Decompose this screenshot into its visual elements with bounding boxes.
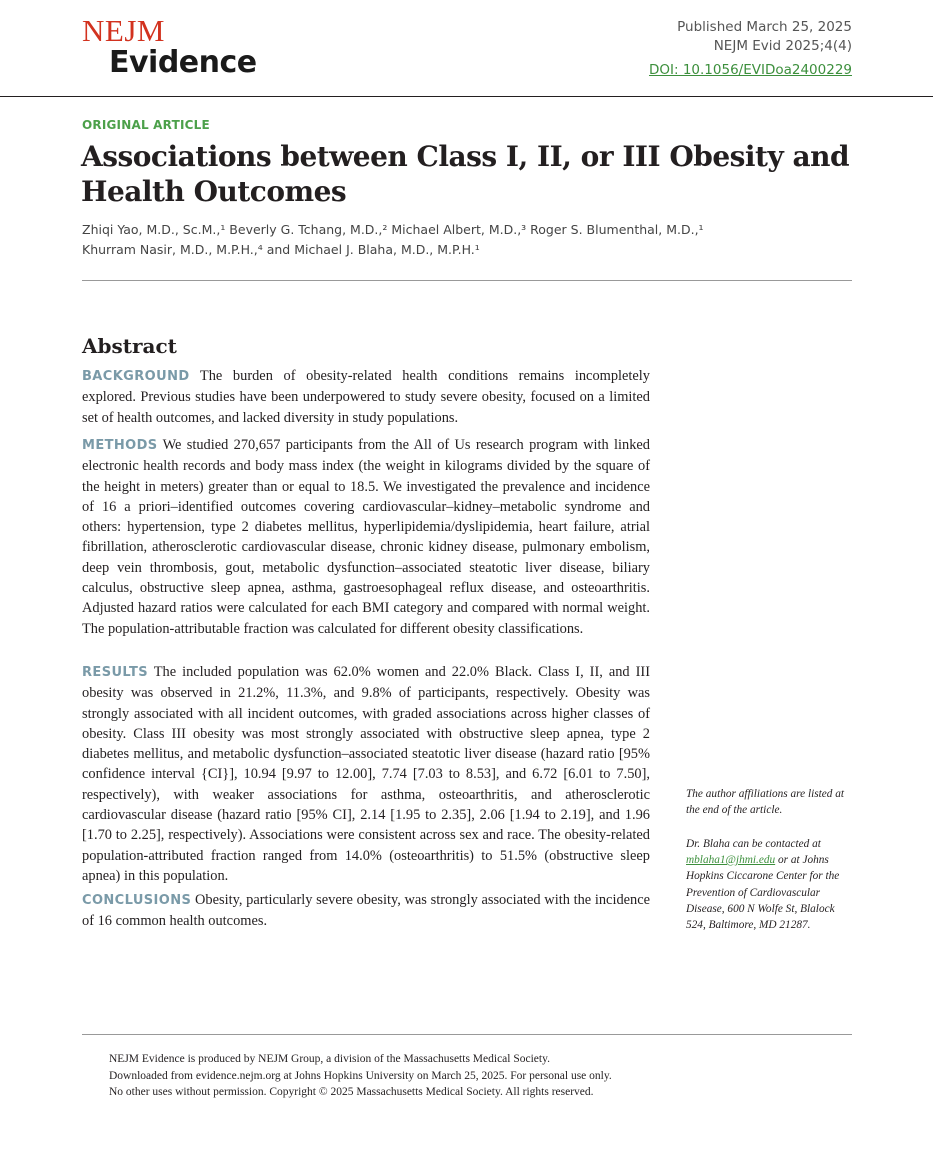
footer-line-1: NEJM Evidence is produced by NEJM Group, a division of the Massachusetts Medical Society. [109,1053,550,1065]
title-divider [82,280,852,281]
author-list [82,220,862,260]
article-title: Associations between Class I, II, or III Obesity and Health Outcomes [81,140,850,208]
contact-email-link[interactable]: mblaha1@jhmi.edu [686,854,776,867]
copyright-footer [109,1051,709,1101]
journal-logo [82,14,282,84]
published-date: Published March 25, 2025 [677,19,852,35]
footer-divider [82,1034,852,1035]
header-divider [0,96,933,97]
conclusions-text: Obesity, particularly severe obesity, was strongly associated with the incidence of 16 common health outcomes. [82,892,650,930]
authors-line-2: Khurram Nasir, M.D., M.P.H.,⁴ and Michael J. Blaha, M.D., M.P.H.¹ [82,242,480,257]
abstract-heading: Abstract [82,334,177,358]
contact-suffix: or at Johns Hopkins Ciccarone Center for the Prevention of Cardiovascular Disease, 600 N Wolfe St, Blalock 524, Baltimore, MD 21287. [686,854,840,932]
background-text: The burden of obesity-related health conditions remains incompletely explored. Previous studies have been underpowered to study severe obesity, focused on a limited set of health outcomes, and lacked diversity in study populations. [82,368,650,426]
background-label: BACKGROUND [82,369,190,384]
citation: NEJM Evid 2025;4(4) [713,38,852,54]
abstract-conclusions [82,890,650,932]
authors-line-1: Zhiqi Yao, M.D., Sc.M.,¹ Beverly G. Tchang, M.D.,² Michael Albert, M.D.,³ Roger S. Blumenthal, M.D.,¹ [82,222,704,237]
contact-prefix: Dr. Blaha can be contacted at [686,838,821,850]
results-text: The included population was 62.0% women and 22.0% Black. Class I, II, and III obesity was observed in 21.2%, 11.3%, and 9.8% of participants, respectively. Obesity was strongly associated with all incident outcomes, with graded associations across higher classes of obesity. Class III obesity was most strongly associated with obstructive sleep apnea, type 2 diabetes mellitus, and metabolic dysfunction–associated steatotic liver disease (hazard ratio [95% confidence interval {CI}], 10.94 [9.97 to 12.00], 7.74 [7.03 to 8.53], and 6.72 [6.01 to 7.50], respectively), with weaker associations for asthma, osteoarthritis, and atherosclerotic cardiovascular disease (hazard ratio [95% CI], 2.14 [1.95 to 2.35], 2.06 [1.94 to 2.19], and 1.96 [1.70 to 2.25], respectively). Associations were consistent across sex and race. The obesity-related population-attributed fraction ranged from 14.0% (osteoarthritis) to 51.5% (obstructive sleep apnea) in this population. [82,664,650,884]
methods-text: We studied 270,657 participants from the All of Us research program with linked electronic health records and body mass index (the weight in kilograms divided by the square of the height in meters) greater than or equal to 18.5. We investigated the prevalence and incidence of 16 a priori–identified outcomes covering cardiovascular–kidney–metabolic syndrome and others: hypertension, type 2 diabetes mellitus, hyperlipidemia/dyslipidemia, heart failure, atrial fibrillation, atherosclerotic cardiovascular disease, chronic kidney disease, pulmonary embolism, deep vein thrombosis, gout, metabolic dysfunction–associated steatotic liver disease, biliary calculus, obstructive sleep apnea, asthma, gastroesophageal reflux disease, and osteoarthritis. Adjusted hazard ratios were calculated for each BMI category and compared with normal weight. The population-attributable fraction was calculated for different obesity classifications. [82,437,650,637]
abstract-methods [82,435,650,639]
contact-note [686,836,856,933]
methods-label: METHODS [82,438,158,453]
conclusions-label: CONCLUSIONS [82,893,192,908]
abstract-results [82,662,650,886]
article-type: ORIGINAL ARTICLE [82,118,210,132]
results-label: RESULTS [82,665,148,680]
doi-link[interactable]: DOI: 10.1056/EVIDoa2400229 [648,62,852,78]
logo-nejm-text: NEJM [82,13,165,48]
publication-info [649,18,852,80]
footer-line-2: Downloaded from evidence.nejm.org at Johns Hopkins University on March 25, 2025. For personal use only. [109,1069,612,1082]
affiliations-note: The author affiliations are listed at the end of the article. [686,788,845,817]
abstract-background [82,366,650,428]
footer-line-3: No other uses without permission. Copyright © 2025 Massachusetts Medical Society. All rights reserved. [109,1086,594,1098]
logo-evidence-text: Evidence [109,45,257,80]
